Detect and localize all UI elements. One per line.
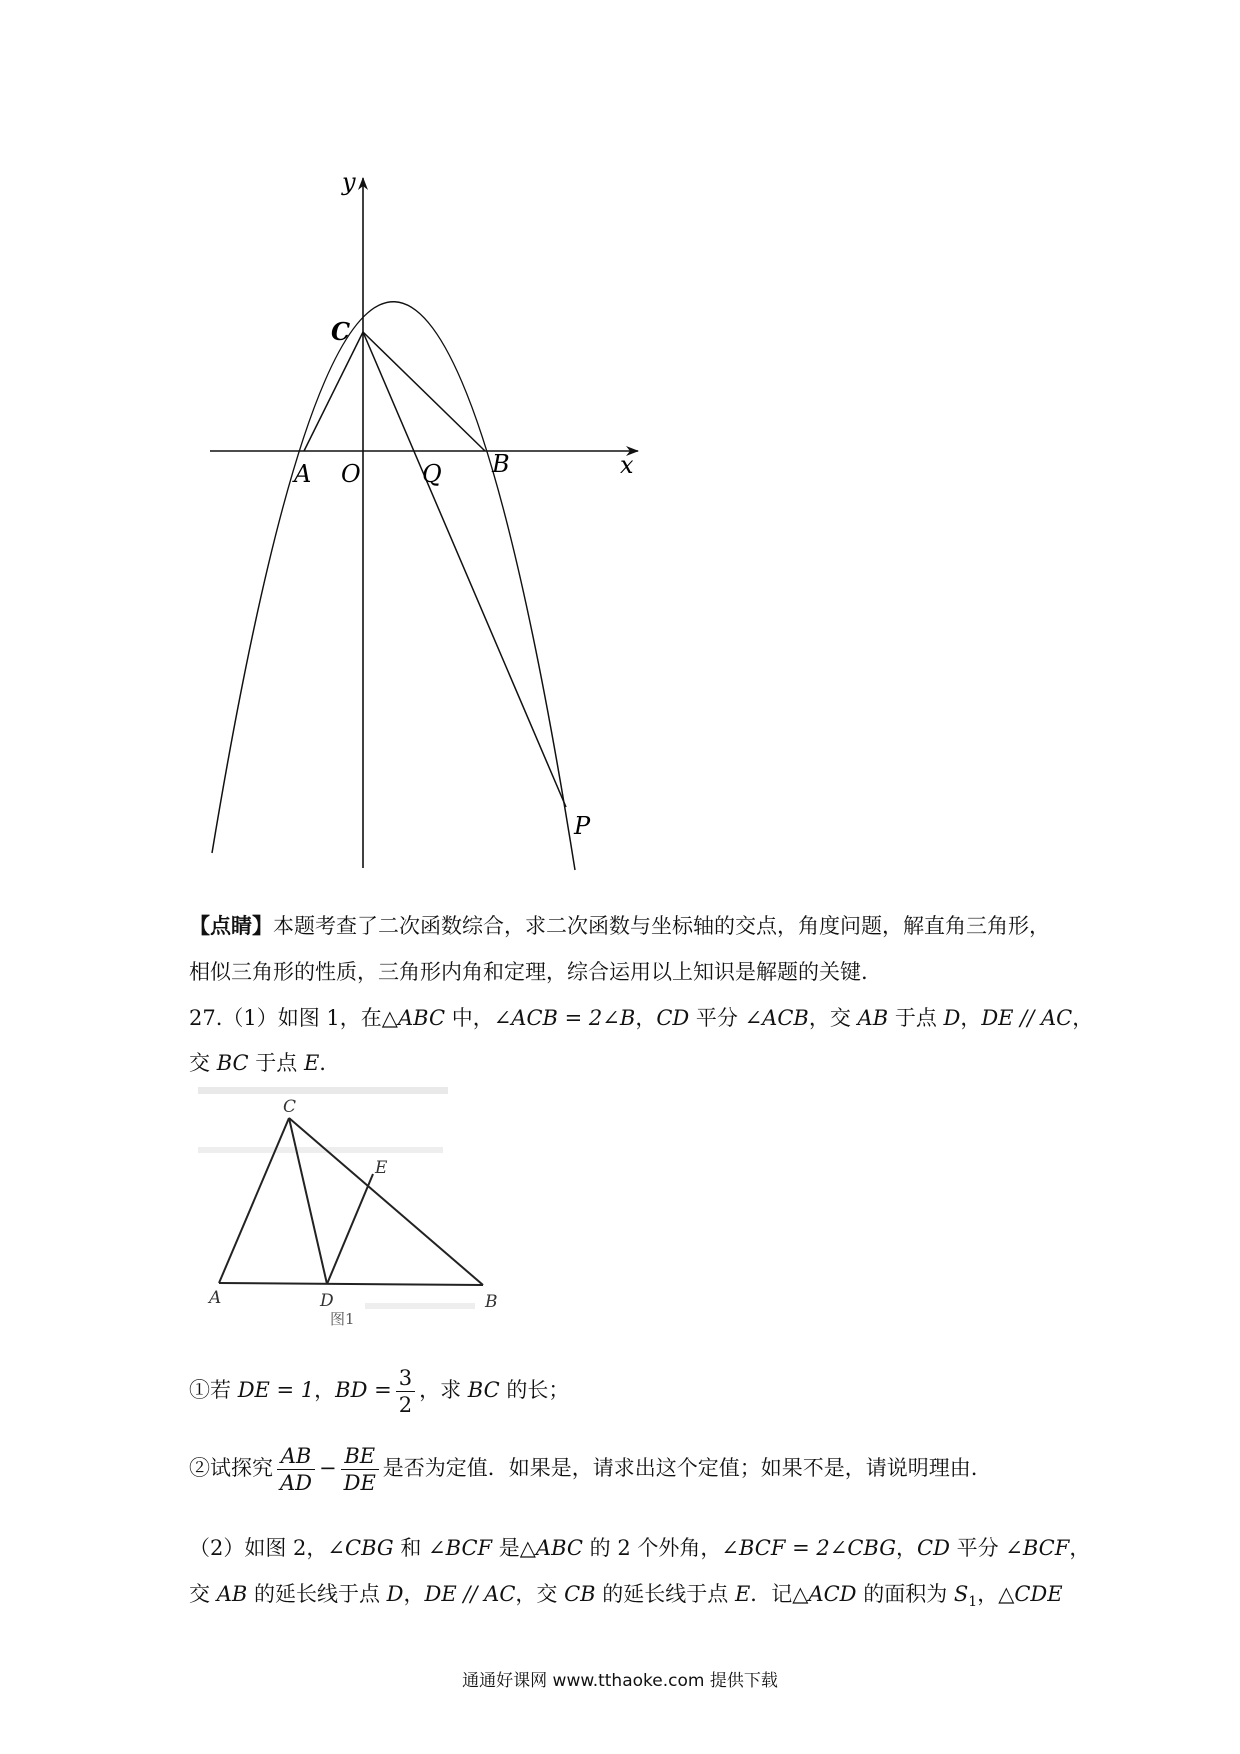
- q27-2-text: 平分: [949, 1536, 1006, 1560]
- dianjing-text2: 相似三角形的性质，三角形内角和定理，综合运用以上知识是解题的关键.: [189, 960, 868, 984]
- q27-2-math: ∠BCF: [428, 1536, 493, 1560]
- q27-2-math: CDE: [1014, 1582, 1063, 1606]
- label-q: Q: [422, 460, 442, 488]
- q27-math: ∠ACB: [744, 1006, 809, 1030]
- q27-math: D: [943, 1006, 961, 1030]
- side-ac: [219, 1118, 289, 1283]
- q27-2-math: ∠BCF: [1005, 1536, 1070, 1560]
- q27-2-text: ．记△: [750, 1582, 809, 1606]
- parabola-figure: [0, 0, 700, 880]
- dianjing-bracket: 【点睛】: [189, 913, 273, 938]
- fraction-3-2: [396, 1365, 415, 1418]
- segment-cp: [363, 332, 566, 807]
- q27-text: ，: [635, 1006, 657, 1030]
- q27-math: AB: [857, 1006, 889, 1030]
- fraction-denominator: AD: [280, 1471, 313, 1495]
- sub1-math: BC: [467, 1378, 500, 1402]
- q27-2-math: S: [953, 1582, 969, 1606]
- parabola-curve: [212, 302, 575, 870]
- fig1-label-b: B: [485, 1292, 498, 1312]
- fig1-label-e: E: [375, 1158, 388, 1178]
- q27-2-text: 的面积为: [856, 1582, 954, 1606]
- q27-2-text: ，: [1069, 1536, 1091, 1560]
- dianjing-line2: [189, 957, 868, 987]
- dianjing-text1: 本题考查了二次函数综合，求二次函数与坐标轴的交点，角度问题，解直角三角形，: [273, 914, 1050, 938]
- q27-2-math: CD: [917, 1536, 950, 1560]
- q27-2-line2: [189, 1579, 1063, 1617]
- sub1-text: ①若: [189, 1378, 238, 1402]
- sub2-text: 是否为定值．如果是，请求出这个定值；如果不是，请说明理由.: [382, 1456, 978, 1480]
- q27-2-math: ∠CBG: [327, 1536, 394, 1560]
- fraction-be-de: [341, 1443, 379, 1496]
- sub1-text: ，: [314, 1378, 336, 1402]
- fraction-ab-ad: [277, 1443, 315, 1496]
- fig1-label-a: A: [209, 1288, 222, 1308]
- sub1-text: ，求: [419, 1378, 468, 1402]
- sub1-math: DE = 1: [237, 1378, 315, 1402]
- segment-cd: [289, 1118, 327, 1284]
- q27-2-math: ∠BCF = 2∠CBG: [721, 1536, 896, 1560]
- fraction-denominator: 2: [398, 1393, 413, 1417]
- q27-math: DE // AC: [981, 1006, 1073, 1030]
- q27-text: ，交: [808, 1006, 858, 1030]
- fraction-numerator: AB: [277, 1443, 315, 1470]
- label-a: A: [294, 460, 312, 488]
- dianjing-line1: [189, 911, 1050, 941]
- q27-math: E: [303, 1051, 320, 1075]
- q27-line2: [189, 1048, 326, 1078]
- q27-text: 于点: [248, 1051, 304, 1075]
- q27-2-text: 的 2 个外角，: [582, 1536, 722, 1560]
- fraction-numerator: BE: [341, 1443, 379, 1470]
- label-p: P: [574, 812, 591, 840]
- label-o: O: [341, 460, 361, 488]
- q27-2-text: 的延长线于点: [595, 1582, 735, 1606]
- q27-text: 于点: [888, 1006, 944, 1030]
- q27-2-math: ABC: [535, 1536, 583, 1560]
- q27-text: .: [319, 1051, 326, 1075]
- sub1-math: BD =: [335, 1378, 392, 1402]
- segment-de: [327, 1174, 373, 1284]
- q27-text: 27.（1）如图 1，在△: [189, 1006, 398, 1030]
- q27-line1: [189, 1003, 1093, 1033]
- label-b: B: [492, 450, 510, 478]
- sub2-line: [189, 1438, 977, 1498]
- q27-2-text: ，: [896, 1536, 917, 1560]
- q27-text: 平分: [689, 1006, 745, 1030]
- page-footer: [0, 1666, 1240, 1691]
- footer-text: 通通好课网 www.tthaoke.com 提供下载: [462, 1671, 778, 1691]
- fig1-label-d: D: [320, 1291, 334, 1311]
- q27-2-math: ACD: [808, 1582, 857, 1606]
- q27-2-math: E: [734, 1582, 751, 1606]
- sub2-text: ②试探究: [189, 1456, 273, 1480]
- side-ab: [219, 1283, 483, 1285]
- q27-2-text: ，: [403, 1582, 425, 1606]
- side-cb: [289, 1118, 483, 1285]
- segment-ca: [304, 332, 363, 451]
- subscript-1: 1: [968, 1594, 978, 1611]
- q27-math: ABC: [397, 1006, 446, 1030]
- triangle-figure-1: [190, 1085, 530, 1328]
- q27-2-text: ，交: [515, 1582, 565, 1606]
- q27-text: ，: [960, 1006, 982, 1030]
- q27-math: ∠ACB = 2∠B: [493, 1006, 636, 1030]
- fig1-label-c: C: [283, 1097, 297, 1117]
- q27-2-line1: [189, 1533, 1090, 1563]
- label-c: C: [331, 317, 351, 346]
- q27-2-text: 的延长线于点: [247, 1582, 387, 1606]
- q27-2-text: 是△: [492, 1536, 536, 1560]
- label-x: x: [620, 451, 634, 479]
- q27-2-text: 和: [393, 1536, 429, 1560]
- minus-sign: −: [319, 1456, 337, 1480]
- q27-text: ，: [1072, 1006, 1094, 1030]
- sub1-line: [189, 1364, 569, 1418]
- q27-2-math: DE // AC: [424, 1582, 516, 1606]
- sub1-text: 的长；: [499, 1378, 570, 1402]
- fraction-numerator: 3: [396, 1365, 415, 1392]
- q27-text: 交: [189, 1051, 217, 1075]
- q27-math: CD: [656, 1006, 690, 1030]
- q27-text: 中，: [445, 1006, 494, 1030]
- q27-2-math: CB: [564, 1582, 596, 1606]
- label-y: y: [342, 168, 356, 196]
- q27-2-text: ，△: [977, 1582, 1015, 1606]
- q27-math: BC: [216, 1051, 249, 1075]
- fig1-caption: 图1: [330, 1310, 355, 1328]
- q27-2-text: （2）如图 2，: [189, 1536, 328, 1560]
- q27-2-text: 交: [189, 1582, 217, 1606]
- q27-2-math: D: [386, 1582, 404, 1606]
- q27-2-math: AB: [216, 1582, 248, 1606]
- fraction-denominator: DE: [343, 1471, 376, 1495]
- segment-cb: [363, 332, 485, 451]
